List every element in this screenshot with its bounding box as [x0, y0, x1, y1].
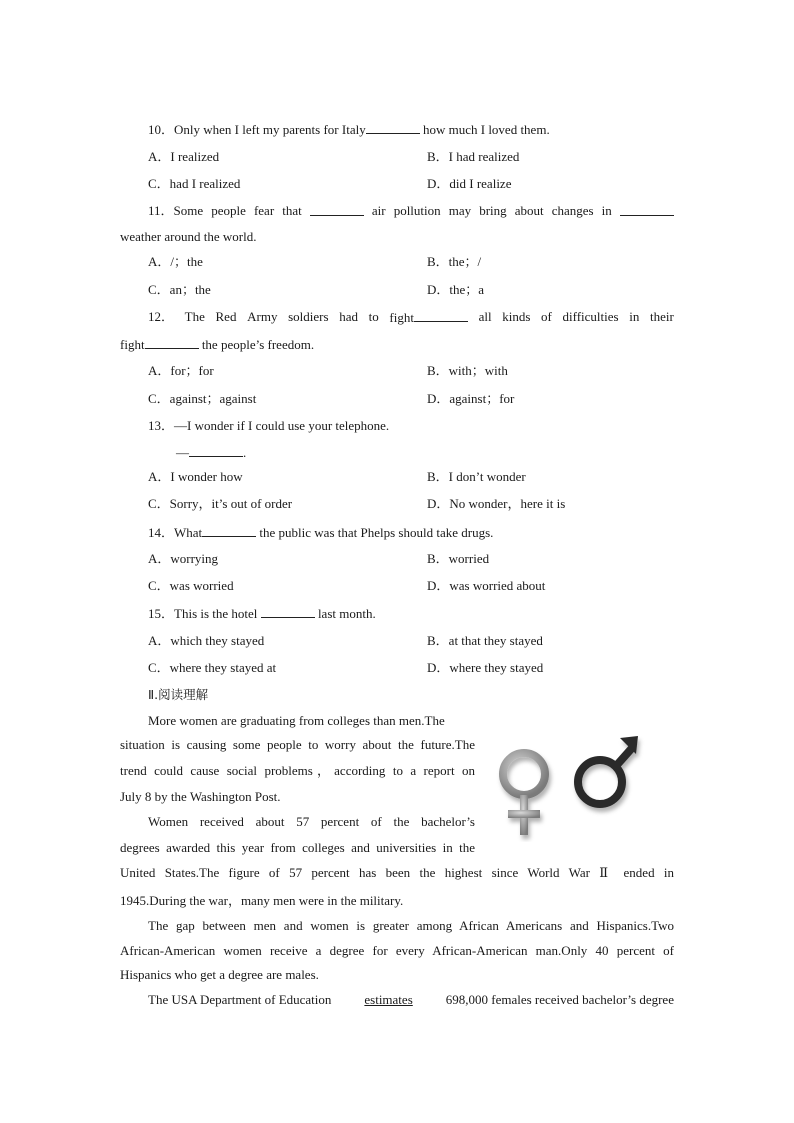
reading-p2-line-1: Women received about 57 percent of the bachelor’s: [148, 814, 475, 829]
answer-blank[interactable]: [620, 203, 674, 216]
male-symbol-icon: [578, 736, 638, 804]
question-10-option-d[interactable]: D．did I realize: [427, 176, 512, 191]
section-title: Ⅱ.阅读理解: [148, 687, 209, 702]
question-13-option-c[interactable]: C．Sorry，it’s out of order: [148, 496, 293, 511]
question-10-option-a[interactable]: A．I realized: [148, 149, 220, 164]
reading-p2-line-2: degrees awarded this year from colleges and universities in the: [120, 840, 475, 855]
answer-blank[interactable]: [145, 336, 199, 349]
question-11-option-c[interactable]: C．an；the: [148, 282, 211, 297]
question-14-option-d[interactable]: D．was worried about: [427, 578, 546, 593]
question-11-option-a[interactable]: A．/；the: [148, 254, 203, 269]
female-symbol-icon: [503, 753, 545, 835]
reading-p2-line-3: United States.The figure of 57 percent has been the highest since World War Ⅱ ended in: [120, 865, 674, 880]
question-11-stem-continued: weather around the world.: [120, 229, 257, 244]
question-10-option-c[interactable]: C．had I realized: [148, 176, 241, 191]
question-12-stem-continued: fight the people’s freedom.: [120, 337, 315, 352]
question-14-stem: 14．What the public was that Phelps should take drugs.: [148, 525, 494, 540]
reading-p2-line-4: 1945.During the war，many men were in the military.: [120, 893, 404, 908]
reading-p1-line-3: trend could cause social problems，according to a report on: [120, 763, 475, 778]
question-15-option-d[interactable]: D．where they stayed: [427, 660, 544, 675]
answer-blank[interactable]: [414, 309, 468, 322]
reading-p1-line-4: July 8 by the Washington Post.: [120, 789, 281, 804]
question-10-stem: 10．Only when I left my parents for Italy how much I loved them.: [148, 122, 550, 137]
question-15-stem: 15．This is the hotel last month.: [148, 606, 376, 621]
answer-blank[interactable]: [310, 203, 364, 216]
reading-p3-line-1: The gap between men and women is greater among African Americans and Hispanics.Two: [148, 918, 674, 933]
reading-p1-line-1: More women are graduating from colleges than men.The: [148, 713, 445, 728]
question-12-option-c[interactable]: C．against；against: [148, 391, 257, 406]
question-11-stem: 11．Some people fear that air pollution may bring about changes in: [148, 203, 674, 219]
question-13-reply: — .: [176, 445, 247, 460]
reading-p3-line-3: Hispanics who get a degree are males.: [120, 967, 319, 982]
question-15-option-a[interactable]: A．which they stayed: [148, 633, 265, 648]
question-13-option-b[interactable]: B．I don’t wonder: [427, 469, 526, 484]
question-11-option-b[interactable]: B．the；/: [427, 254, 482, 269]
answer-blank[interactable]: [261, 605, 315, 618]
gender-symbols-image: [492, 730, 652, 842]
answer-blank[interactable]: [202, 524, 256, 537]
answer-blank[interactable]: [189, 444, 243, 457]
question-11-option-d[interactable]: D．the；a: [427, 282, 485, 297]
underlined-word: estimates: [364, 992, 413, 1007]
reading-p4-line-1: The USA Department of Education estimates 698,000 females received bachelor’s degree: [148, 992, 674, 1007]
question-14-option-b[interactable]: B．worried: [427, 551, 490, 566]
answer-blank[interactable]: [366, 121, 420, 134]
reading-p1-line-2: situation is causing some people to worry about the future.The: [120, 737, 475, 752]
question-15-option-c[interactable]: C．where they stayed at: [148, 660, 277, 675]
question-10-option-b[interactable]: B．I had realized: [427, 149, 520, 164]
question-13-option-d[interactable]: D．No wonder，here it is: [427, 496, 566, 511]
question-14-option-c[interactable]: C．was worried: [148, 578, 234, 593]
question-12-option-a[interactable]: A．for；for: [148, 363, 214, 378]
question-12-option-d[interactable]: D．against；for: [427, 391, 515, 406]
question-15-option-b[interactable]: B．at that they stayed: [427, 633, 543, 648]
question-12-option-b[interactable]: B．with；with: [427, 363, 508, 378]
question-13-stem: 13．—I wonder if I could use your telephone.: [148, 418, 390, 433]
reading-p3-line-2: African-American women receive a degree for every African-American man.Only 40 percent of: [120, 943, 674, 958]
question-14-option-a[interactable]: A．worrying: [148, 551, 219, 566]
question-13-option-a[interactable]: A．I wonder how: [148, 469, 243, 484]
question-12-stem: 12． The Red Army soldiers had to fight all kinds of difficulties in their: [148, 309, 674, 325]
